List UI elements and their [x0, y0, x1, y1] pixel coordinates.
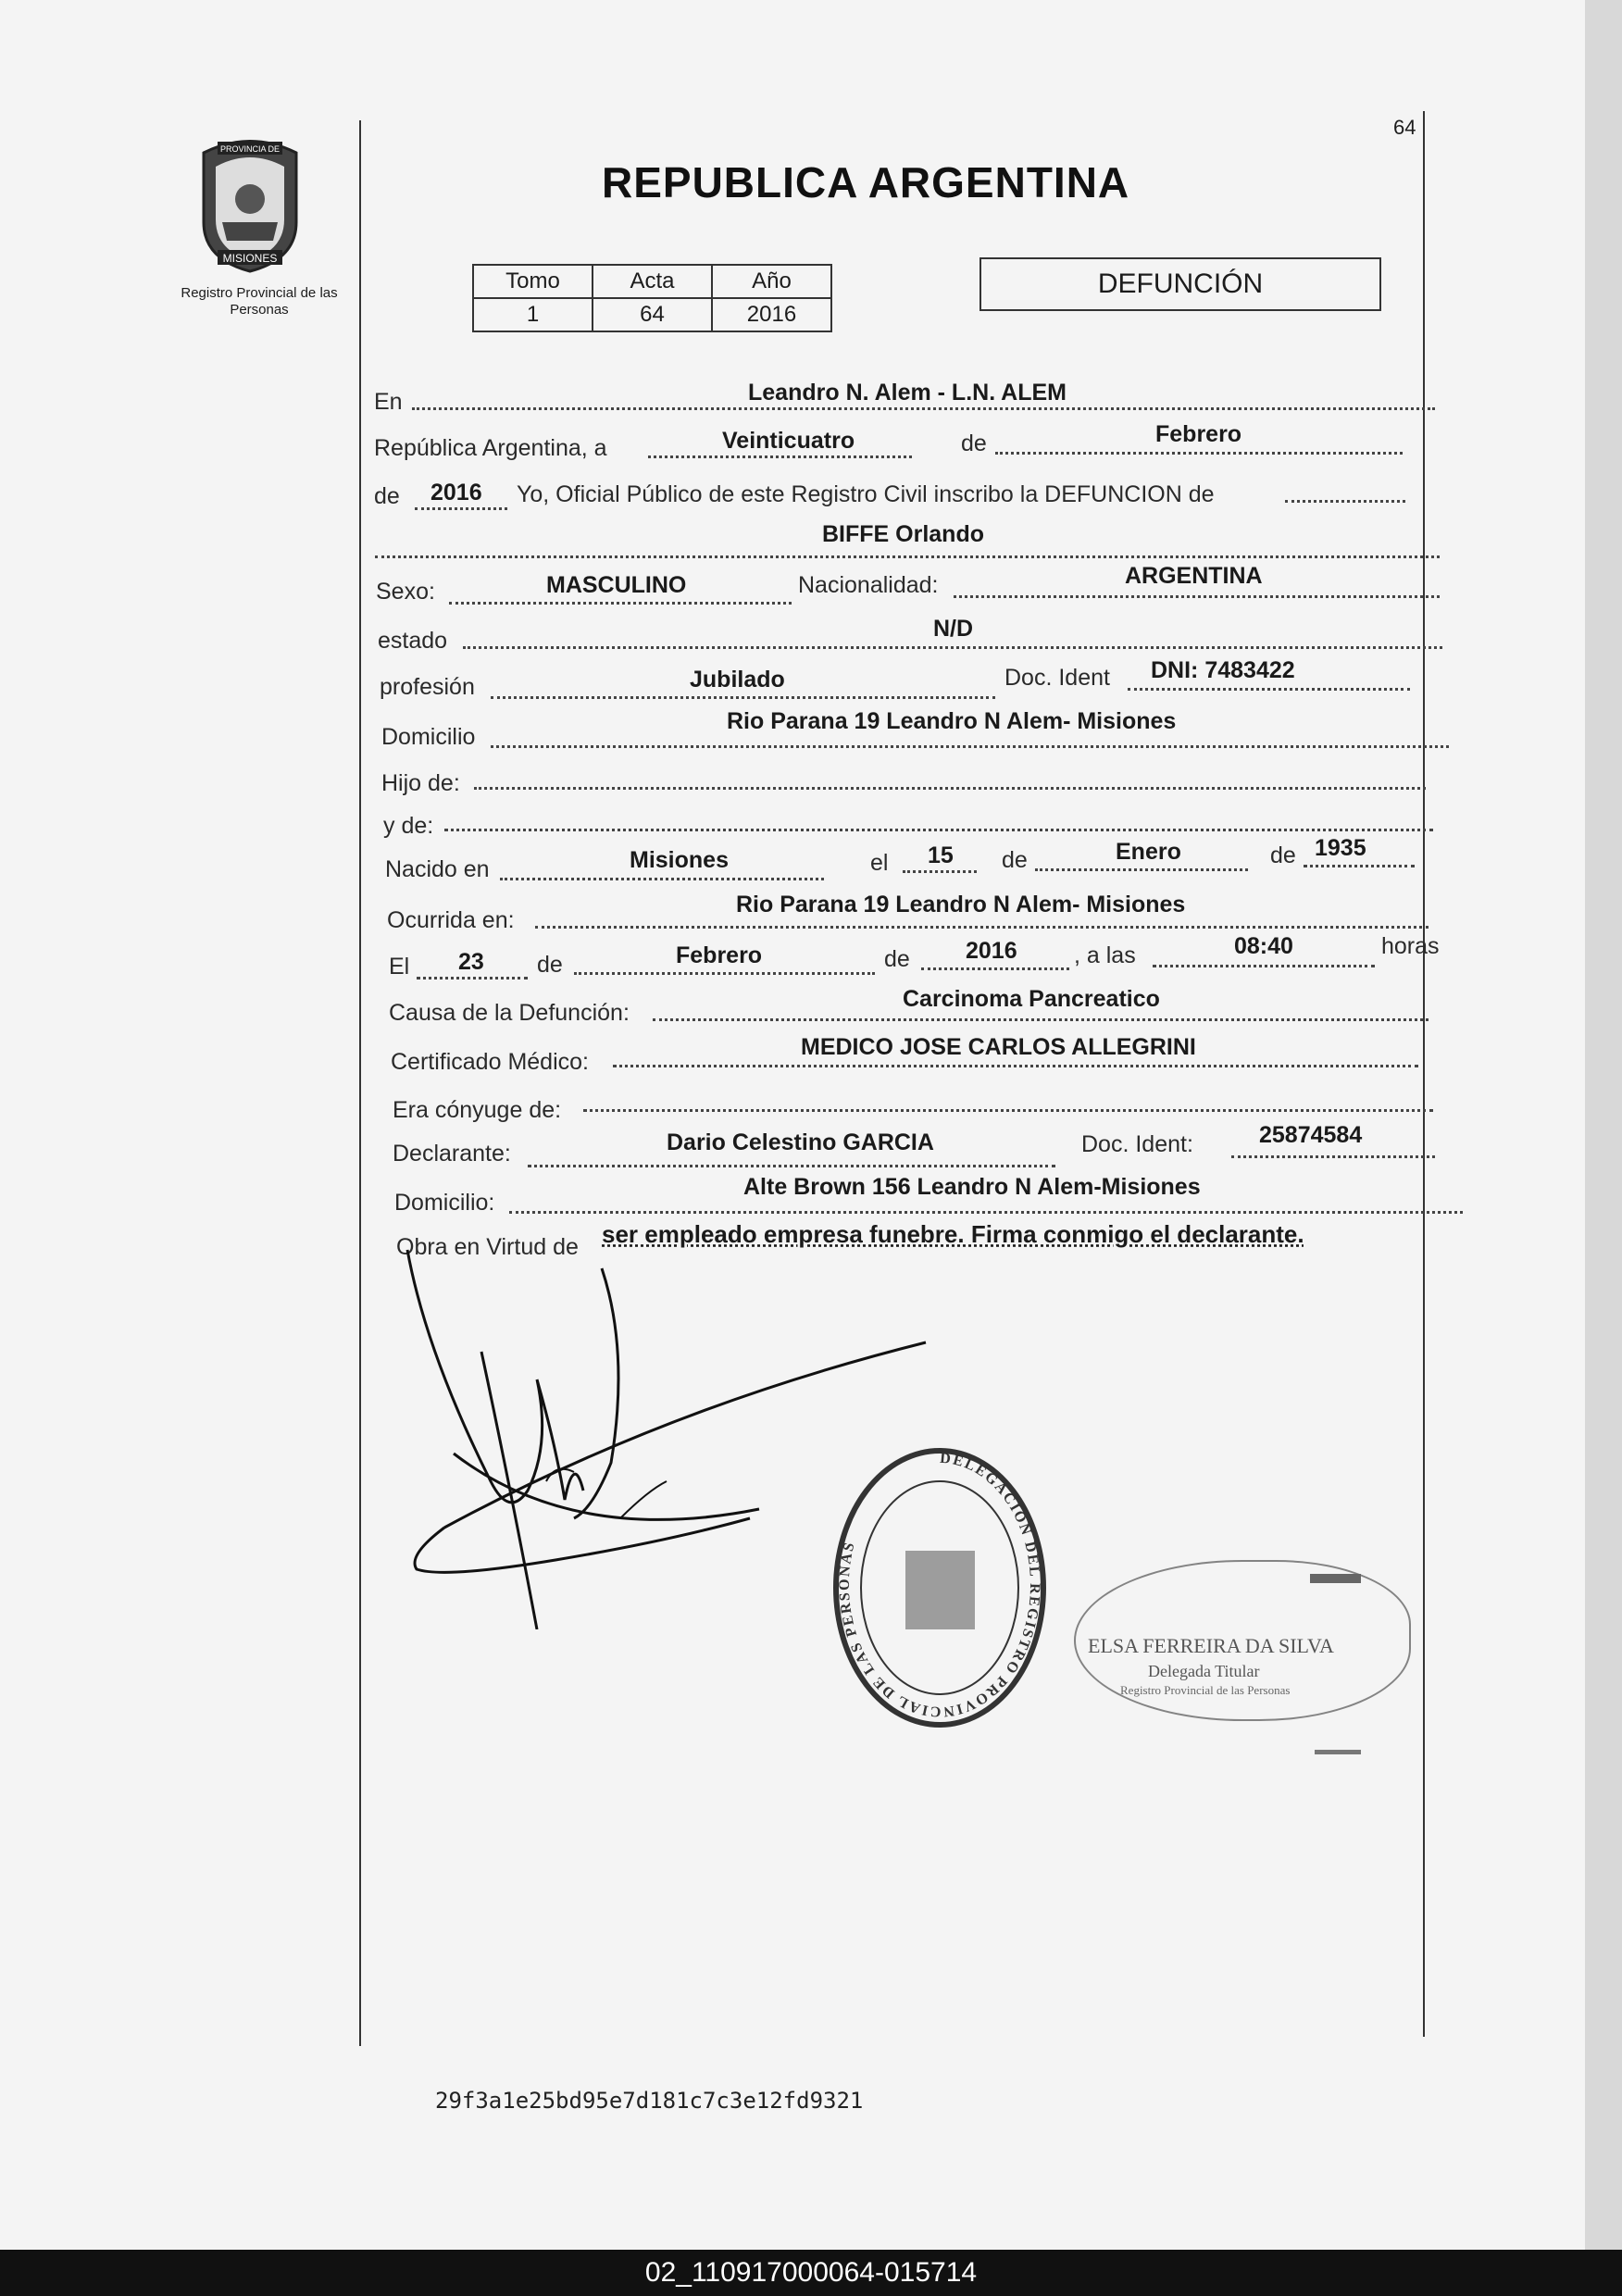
table-header-anio: Año	[712, 265, 831, 298]
value-localidad: Leandro N. Alem - L.N. ALEM	[748, 380, 1067, 406]
label-estado: estado	[378, 628, 448, 654]
value-def-anio: 2016	[966, 938, 1017, 964]
label-de2: de	[1002, 847, 1028, 873]
line-nacido-en	[500, 878, 824, 880]
value-nacionalidad: ARGENTINA	[1125, 563, 1263, 589]
label-nacionalidad: Nacionalidad:	[798, 572, 939, 598]
label-nacido-en: Nacido en	[385, 856, 490, 882]
line-declarante-domicilio	[509, 1211, 1463, 1214]
label-hijo-de: Hijo de:	[381, 770, 460, 796]
emblem-top-text: PROVINCIA DE	[219, 144, 281, 154]
table-cell-acta: 64	[593, 298, 712, 331]
value-sexo: MASCULINO	[546, 572, 687, 598]
value-declarante-domicilio: Alte Brown 156 Leandro N Alem-Misiones	[743, 1174, 1201, 1200]
line-domicilio	[491, 745, 1449, 748]
label-republica: República Argentina, a	[374, 435, 607, 461]
value-domicilio: Rio Parana 19 Leandro N Alem- Misiones	[727, 708, 1177, 734]
label-yo: Yo, Oficial Público de este Registro Civil inscribo la DEFUNCION de	[517, 481, 1215, 507]
page-title: REPUBLICA ARGENTINA	[602, 158, 1130, 206]
line-mes	[995, 452, 1403, 455]
line-hora	[1153, 965, 1375, 967]
line-nac-anio	[1304, 865, 1415, 867]
line-causa	[653, 1018, 1429, 1021]
value-causa: Carcinoma Pancreatico	[903, 986, 1160, 1012]
line-def-mes	[574, 972, 875, 975]
value-estado: N/D	[933, 616, 974, 642]
line-certificado	[613, 1065, 1418, 1067]
line-nac-mes	[1035, 868, 1248, 871]
line-dia	[648, 455, 912, 458]
line-hijo-de	[474, 787, 1426, 790]
value-nacido-en: Misiones	[630, 847, 729, 873]
table-header-acta: Acta	[593, 265, 712, 298]
label-certificado: Certificado Médico:	[391, 1049, 589, 1075]
value-nombre: BIFFE Orlando	[822, 521, 984, 547]
label-ocurrida-en: Ocurrida en:	[387, 907, 515, 933]
label-horas: horas	[1381, 933, 1440, 959]
stamp-mark-2	[1315, 1750, 1361, 1754]
line-def-dia	[417, 977, 528, 980]
label-sexo: Sexo:	[376, 579, 435, 605]
label-causa: Causa de la Defunción:	[389, 1000, 630, 1026]
label-obra: Obra en Virtud de	[396, 1234, 579, 1260]
label-profesion: profesión	[380, 674, 475, 700]
page-edge	[1585, 0, 1622, 2250]
record-type-box: DEFUNCIÓN	[979, 257, 1381, 311]
official-name: ELSA FERREIRA DA SILVA	[1088, 1634, 1334, 1657]
line-nombre	[375, 555, 1440, 558]
label-a-las: , a las	[1074, 942, 1136, 968]
line-yo	[1285, 500, 1405, 503]
label-de: de	[961, 430, 987, 456]
line-ocurrida-en	[535, 926, 1429, 929]
label-conyuge: Era cónyuge de:	[393, 1097, 562, 1123]
official-org: Registro Provincial de las Personas	[1120, 1683, 1291, 1697]
line-sexo	[449, 602, 792, 605]
value-obra: ser empleado empresa funebre. Firma conmigo el declarante.	[602, 1220, 1304, 1248]
left-margin-line	[359, 120, 361, 2046]
line-declarante	[528, 1165, 1055, 1167]
line-nacionalidad	[954, 595, 1440, 598]
registry-table	[472, 264, 832, 332]
line-conyuge	[583, 1109, 1433, 1112]
value-mes: Febrero	[1155, 421, 1242, 447]
label-el: el	[870, 850, 889, 876]
value-def-mes: Febrero	[676, 942, 763, 968]
line-nac-dia	[903, 870, 977, 873]
line-estado	[463, 646, 1442, 649]
misiones-emblem-icon	[190, 134, 310, 273]
value-certificado: MEDICO JOSE CARLOS ALLEGRINI	[801, 1034, 1196, 1060]
scan-id-bar: 02_110917000064-015714	[0, 2250, 1622, 2296]
document-hash: 29f3a1e25bd95e7d181c7c3e12fd9321	[435, 2088, 864, 2114]
right-margin-line	[1423, 111, 1425, 2037]
label-de4: de	[537, 952, 563, 978]
table-cell-tomo: 1	[473, 298, 593, 331]
line-y-de	[444, 829, 1433, 831]
value-nac-dia: 15	[928, 842, 954, 868]
issuer-name: Registro Provincial de las Personas	[181, 285, 338, 318]
line-profesion	[491, 696, 995, 699]
table-cell-anio: 2016	[712, 298, 831, 331]
value-nac-mes: Enero	[1116, 839, 1181, 865]
label-el2: El	[389, 954, 410, 980]
value-declarante-doc: 25874584	[1259, 1122, 1363, 1148]
line-anio	[415, 507, 507, 510]
label-domicilio2: Domicilio:	[394, 1190, 495, 1216]
seal-ring-text: DELEGACION DEL REGISTRO PROVINCIAL DE LAS PERSONAS	[836, 1450, 1043, 1720]
line-doc	[1128, 688, 1410, 691]
value-dia-letras: Veinticuatro	[722, 428, 855, 454]
stamp-mark	[1310, 1574, 1361, 1583]
value-declarante: Dario Celestino GARCIA	[667, 1129, 934, 1155]
line-def-anio	[921, 967, 1069, 970]
value-anio: 2016	[430, 480, 482, 505]
registry-seal-icon	[824, 1440, 1055, 1736]
table-header-tomo: Tomo	[473, 265, 593, 298]
value-ocurrida-en: Rio Parana 19 Leandro N Alem- Misiones	[736, 892, 1186, 917]
line-declarante-doc	[1231, 1155, 1435, 1158]
line-en	[412, 407, 1435, 410]
label-doc-ident2: Doc. Ident:	[1081, 1131, 1193, 1157]
value-doc: DNI: 7483422	[1151, 657, 1295, 683]
label-y-de: y de:	[383, 813, 434, 839]
official-role: Delegada Titular	[1148, 1662, 1260, 1680]
label-de-year: de	[374, 483, 400, 509]
label-en: En	[374, 389, 403, 415]
label-doc-ident: Doc. Ident	[1004, 665, 1110, 691]
value-profesion: Jubilado	[690, 667, 785, 693]
page-number: 64	[1393, 116, 1416, 139]
emblem-bottom-text: MISIONES	[222, 252, 278, 265]
label-de3: de	[1270, 842, 1296, 868]
value-nac-anio: 1935	[1315, 835, 1366, 861]
label-de5: de	[884, 946, 910, 972]
value-def-dia: 23	[458, 949, 484, 975]
label-declarante: Declarante:	[393, 1141, 511, 1167]
value-hora: 08:40	[1234, 933, 1293, 959]
label-domicilio: Domicilio	[381, 724, 476, 750]
